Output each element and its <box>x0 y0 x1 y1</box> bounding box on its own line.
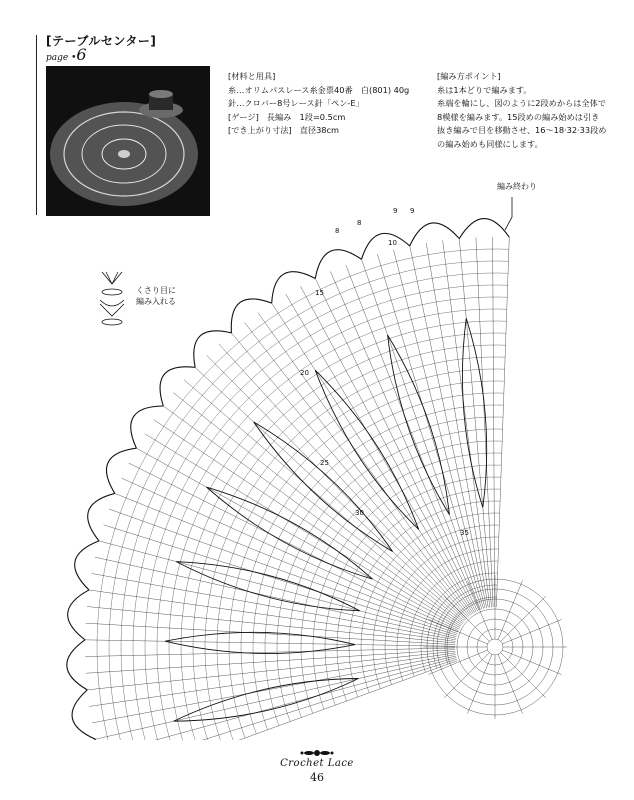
chart-row-arc <box>217 369 505 740</box>
scallop-edge <box>72 690 95 739</box>
scallop-edge <box>160 367 195 406</box>
size-row <box>228 124 428 138</box>
chart-spoke <box>443 240 490 607</box>
materials-yarn: 糸…オリムパスレース糸金票40番 白(801) 40g <box>228 84 410 95</box>
row-number-label: 8 <box>335 227 340 235</box>
chart-spoke <box>244 322 470 615</box>
chart-row-arc <box>373 525 499 689</box>
chart-row-arc <box>145 297 507 740</box>
row-number-label: 10 <box>388 239 397 247</box>
chart-row-arc <box>325 477 501 705</box>
legend-symbol-icon <box>92 268 136 334</box>
row-number-label: 9 <box>410 207 415 215</box>
size-value: 直径38cm <box>299 125 339 135</box>
chart-row-arc <box>253 405 503 730</box>
gauge-value: 長編み 1段=0.5cm <box>266 111 346 122</box>
chart-spoke <box>163 406 462 623</box>
footer-brand: Crochet Lace <box>280 758 354 769</box>
scallop-edge <box>83 739 109 740</box>
scallop-edge <box>106 448 136 493</box>
chart-spoke <box>393 250 485 608</box>
chart-spoke <box>85 640 455 646</box>
row-number-label: 20 <box>300 369 309 377</box>
scallop-edge <box>88 493 115 540</box>
row-number-label: 15 <box>315 289 324 297</box>
materials-block <box>228 70 428 138</box>
chart-row-arc <box>229 381 504 738</box>
chart-spoke <box>426 243 488 608</box>
chart-spoke <box>410 246 487 608</box>
chart-spoke <box>92 573 456 639</box>
chart-spoke <box>136 448 460 627</box>
row-number-label: 9 <box>393 207 398 215</box>
scallop-edge <box>362 233 410 259</box>
scallop-edge <box>68 590 89 640</box>
medallion-spoke <box>501 596 546 641</box>
chart-row-arc <box>277 429 503 722</box>
row-number-label: 25 <box>320 459 329 467</box>
chart-spoke <box>92 654 456 722</box>
gauge-row <box>228 111 428 125</box>
section-title: [テーブルセンター] <box>46 34 157 48</box>
chart-spoke <box>207 355 467 618</box>
row-number-label: 30 <box>355 509 364 517</box>
page-ref-bullet: • <box>71 53 77 63</box>
medallion-ring <box>487 639 503 655</box>
chart-row-arc <box>133 285 508 740</box>
scallop-edge <box>459 219 509 239</box>
points-body: 糸は1本どりで編みます。 糸端を輪にし、図のように2段めからは全体で8模様を編みます。15段めの編み始めは引き抜き編みで目を移動させ、16～18·32·33段めの編み始めも同様にします。 <box>437 84 607 149</box>
chart-spoke <box>115 493 458 632</box>
chart-spoke <box>89 590 455 641</box>
points-block <box>437 70 607 151</box>
chart-row-arc <box>337 489 501 701</box>
chart-spoke <box>476 237 493 607</box>
chart-spoke <box>258 313 472 615</box>
ornament-icon <box>300 748 334 758</box>
chart-spoke <box>95 557 456 638</box>
chart-row-arc <box>361 513 500 693</box>
chart-spoke <box>231 333 469 616</box>
size-label: [でき上がり寸法] <box>228 125 292 135</box>
page-ref-number: 6 <box>76 45 87 64</box>
chart-spoke <box>330 271 479 610</box>
materials-heading: [材料と用具] <box>228 71 276 81</box>
scallop-edge <box>194 331 232 368</box>
chart-spoke <box>377 254 483 608</box>
chart-row-arc <box>157 309 507 740</box>
crochet-chart-diagram <box>0 175 634 740</box>
scallop-edge <box>315 250 361 279</box>
medallion-spoke <box>444 653 489 698</box>
row-number-label: 35 <box>460 529 469 537</box>
chart-row-arc <box>349 501 500 697</box>
points-heading: [編み方ポイント] <box>437 71 501 81</box>
chart-spoke <box>145 434 461 626</box>
scallop-edge <box>410 223 460 246</box>
page-footer <box>0 748 634 784</box>
scallop-edge <box>67 640 87 690</box>
scallop-edge <box>231 299 271 333</box>
chart-spoke <box>496 237 509 607</box>
chart-spoke <box>104 659 457 740</box>
medallion-spoke <box>501 653 546 698</box>
chart-spoke <box>346 265 481 610</box>
row-number-label: 8 <box>357 219 362 227</box>
stitch-legend <box>92 268 202 334</box>
finish-label: 編み終わり <box>497 182 537 191</box>
finish-arrow-icon <box>505 197 512 230</box>
gauge-label: [ゲージ] <box>228 111 259 122</box>
chart-spoke <box>286 294 475 612</box>
chart-spoke <box>315 278 477 611</box>
chart-spoke <box>459 239 491 608</box>
chart-spoke <box>87 651 455 690</box>
page-reference <box>46 45 87 64</box>
chart-spoke <box>99 541 456 637</box>
page-ref-prefix: page <box>46 53 69 63</box>
chart-row-arc <box>409 561 498 676</box>
chart-spoke <box>272 303 474 613</box>
chart-spoke <box>86 623 455 645</box>
medallion-spoke <box>444 596 489 641</box>
chart-row-arc <box>265 417 503 726</box>
page-number: 46 <box>310 771 324 784</box>
chart-row-arc <box>385 537 499 685</box>
chart-spoke <box>104 525 457 635</box>
chart-spoke <box>87 607 455 644</box>
materials-needle: 針…クロバー8号レース針「ペン-E」 <box>228 98 364 108</box>
scallop-edge <box>75 541 99 590</box>
chart-spoke <box>109 509 457 634</box>
chart-spoke <box>85 648 455 657</box>
chart-spoke <box>493 237 495 607</box>
legend-text: くさり目に 編み入れる <box>136 286 176 306</box>
scallop-edge <box>272 272 316 303</box>
